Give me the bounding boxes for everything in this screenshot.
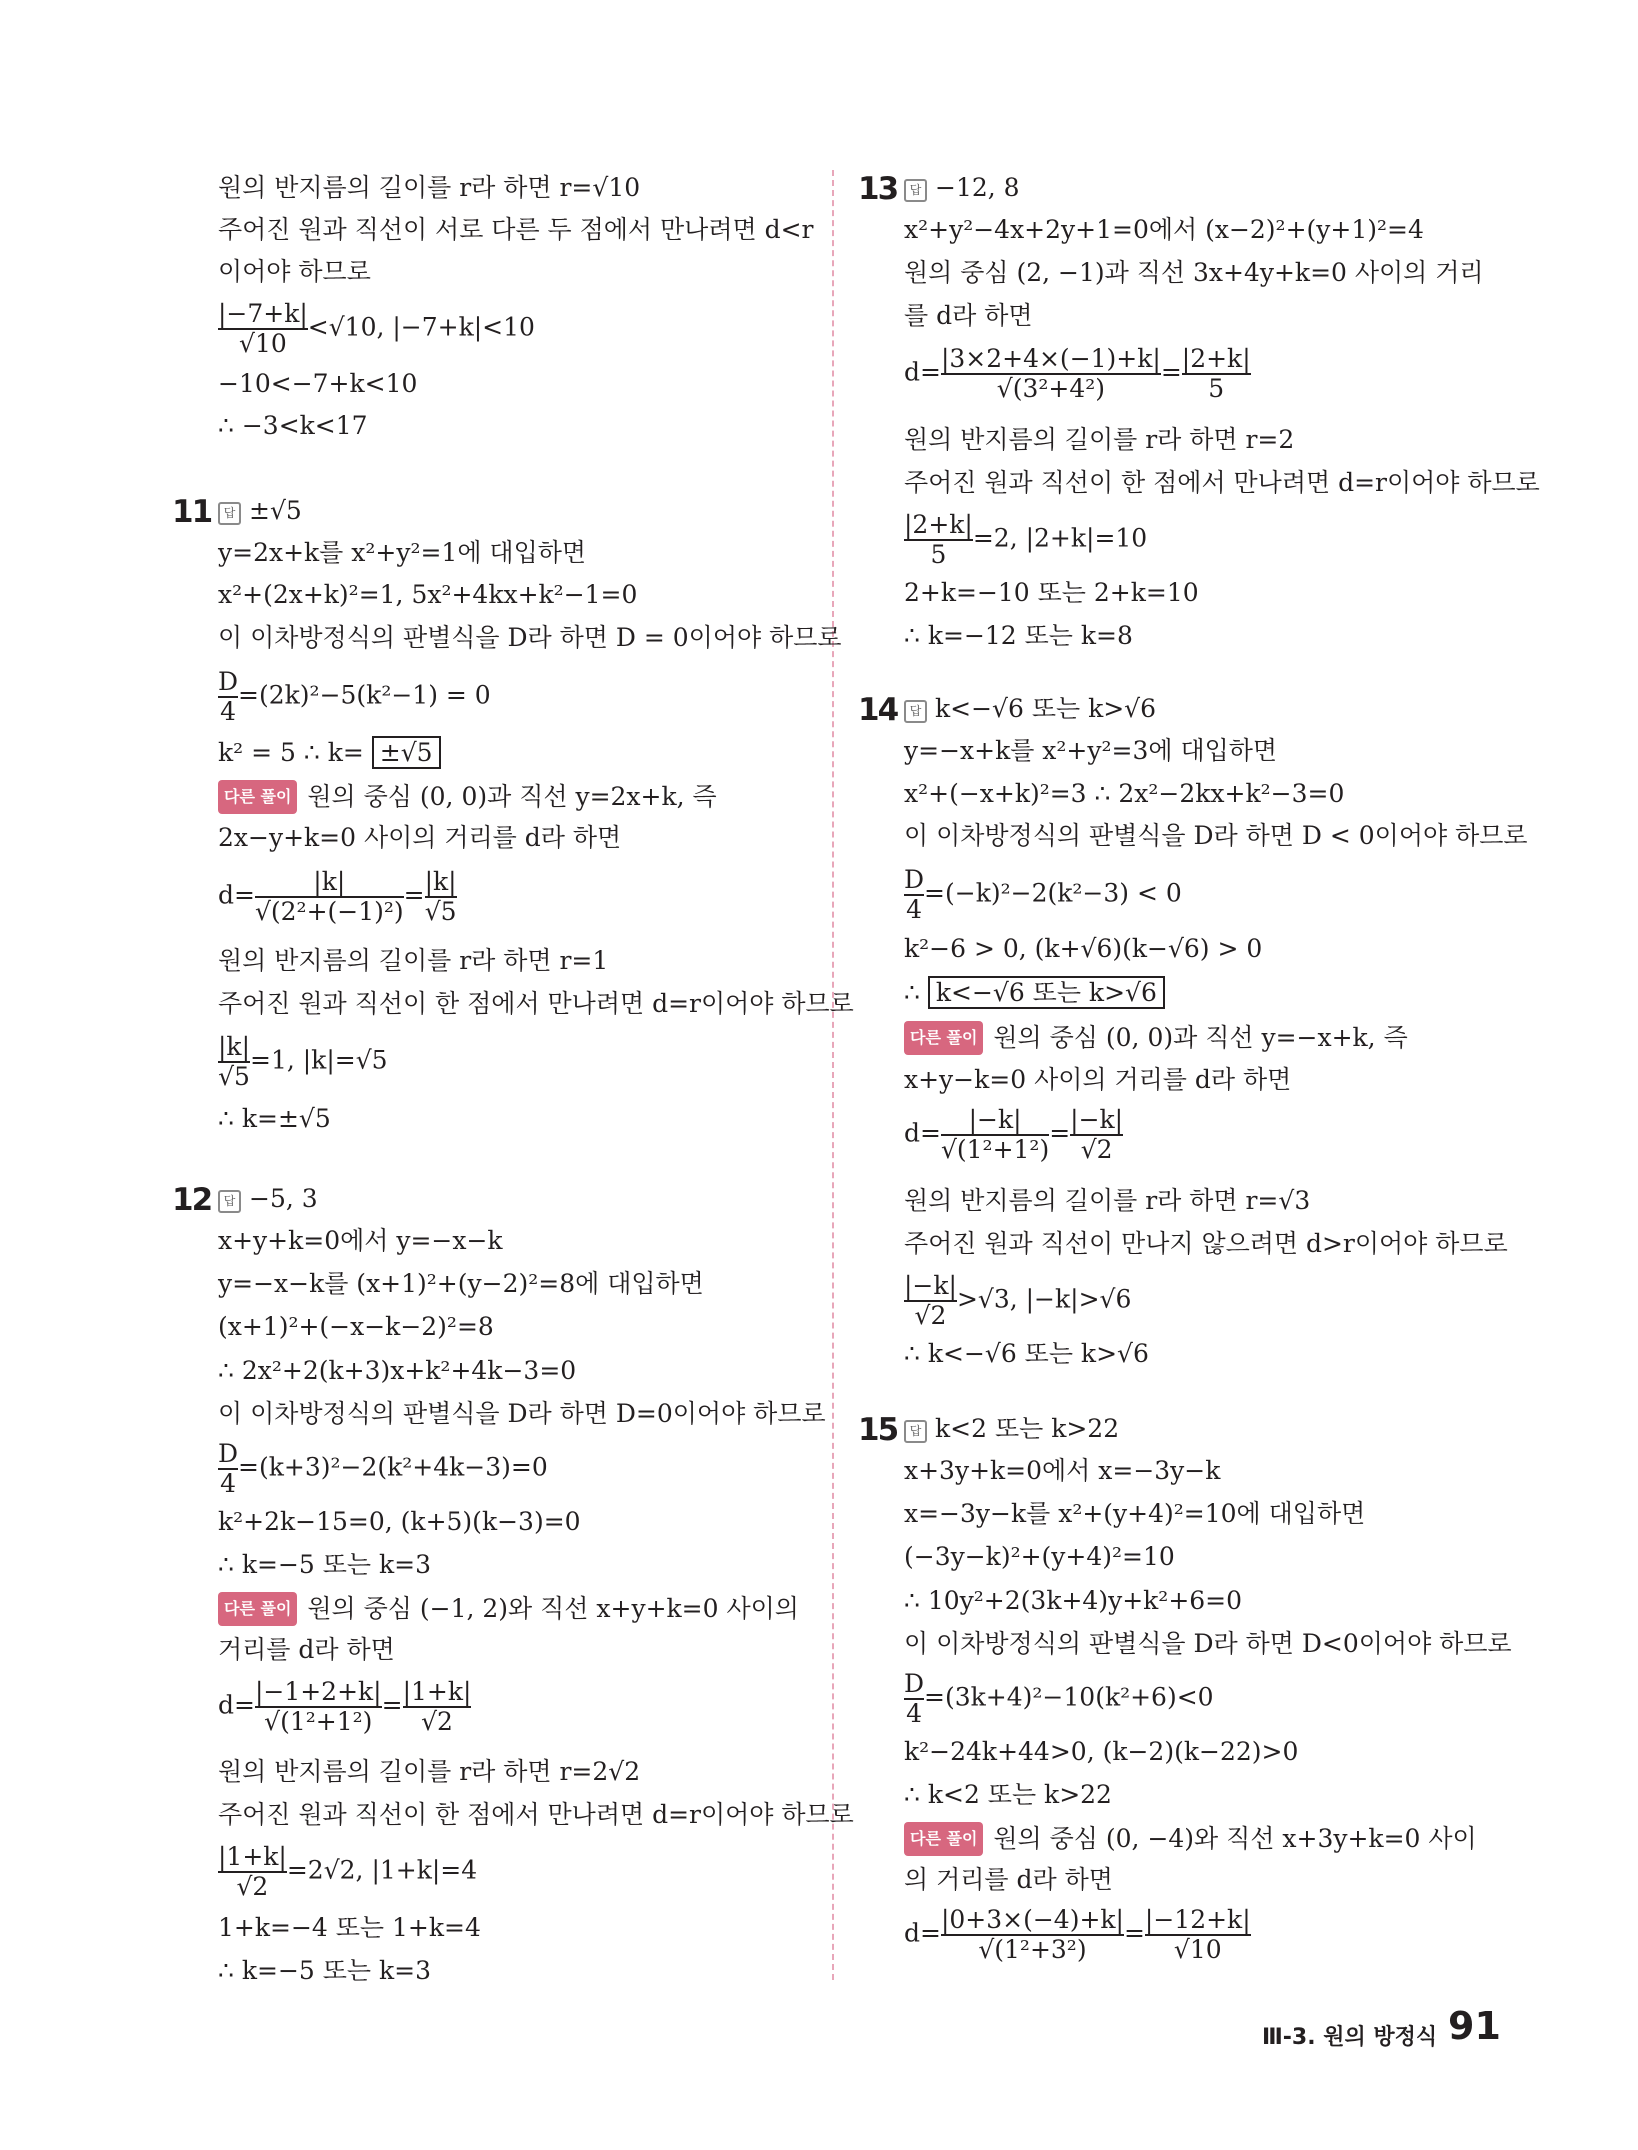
text-line: y=−x−k를 (x+1)²+(y−2)²=8에 대입하면 [218,1269,704,1298]
text-line: 주어진 원과 직선이 한 점에서 만나려면 d=r이어야 하므로 [218,989,854,1018]
text-line: ∴ 2x²+2(k+3)x+k²+4k−3=0 [218,1356,577,1385]
text-line: 주어진 원과 직선이 한 점에서 만나려면 d=r이어야 하므로 [218,1800,854,1829]
text-line: ∴ k<2 또는 k>22 [904,1780,1112,1809]
text-line: −10<−7+k<10 [218,369,418,398]
text-line: x+y−k=0 사이의 거리를 d라 하면 [904,1065,1292,1094]
text-line: 거리를 d라 하면 [218,1635,395,1664]
alt-solution-badge: 다른 풀이 [904,1822,983,1856]
problem-number: 11 [172,494,212,530]
boxed-answer: ±√5 [372,736,441,769]
text-line: x=−3y−k를 x²+(y+4)²=10에 대입하면 [904,1499,1366,1528]
problem-number: 15 [858,1412,898,1448]
text-line: 이 이차방정식의 판별식을 D라 하면 D < 0이어야 하므로 [904,821,1528,850]
alt-solution-badge: 다른 풀이 [904,1021,983,1055]
text-line: 1+k=−4 또는 1+k=4 [218,1913,481,1942]
fraction: $\frac{D}{4}$ =(−k)²−2(k²−3) < 0 [904,865,1182,924]
text-line: 주어진 원과 직선이 서로 다른 두 점에서 만나려면 d<r [218,215,814,244]
text-line: ∴ k<−√6 또는 k>√6 [904,977,1165,1009]
answer-line: 답 −12, 8 [904,172,1020,204]
problem-number: 14 [858,692,898,728]
fraction: $\frac{D}{4}$ =(2k)²−5(k²−1) = 0 [218,667,491,726]
text-line: x+y+k=0에서 y=−x−k [218,1226,503,1255]
text-line: 이어야 하므로 [218,257,371,286]
text-line: ∴ k=±√5 [218,1104,331,1133]
text-line: 다른 풀이 원의 중심 (0, −4)와 직선 x+3y+k=0 사이 [904,1822,1477,1856]
text-line: 다른 풀이 원의 중심 (0, 0)과 직선 y=−x+k, 즉 [904,1021,1408,1055]
problem-number: 12 [172,1182,212,1218]
text-line: 원의 중심 (2, −1)과 직선 3x+4y+k=0 사이의 거리 [904,258,1484,287]
fraction: $\frac{|k|}{√5}$ =1, |k|=√5 [218,1032,388,1091]
fraction: d= $\frac{|-k|}{\text{√(1²+1²)}}$ = $\frac{|-k|}{√2}$ [904,1105,1124,1164]
text-line: x+3y+k=0에서 x=−3y−k [904,1456,1221,1485]
text-line: y=−x+k를 x²+y²=3에 대입하면 [904,736,1278,765]
fraction: d= $\frac{|-1+2+k|}{\text{√(1²+1²)}}$ = $\frac{|1+k|}{√2}$ [218,1677,472,1736]
text-line: 원의 반지름의 길이를 r라 하면 r=√10 [218,173,641,202]
answer-line: 답 k<2 또는 k>22 [904,1413,1119,1445]
text-line: 다른 풀이 원의 중심 (0, 0)과 직선 y=2x+k, 즉 [218,780,717,814]
text-line: 이 이차방정식의 판별식을 D라 하면 D=0이어야 하므로 [218,1399,826,1428]
fraction: $\frac{|-7+k|}{√10}$ <√10, |−7+k|<10 [218,299,535,358]
text-line: (−3y−k)²+(y+4)²=10 [904,1542,1175,1571]
text-line: k² = 5 ∴ k= ±√5 [218,737,441,769]
text-line: ∴ k<−√6 또는 k>√6 [904,1339,1149,1368]
boxed-answer: k<−√6 또는 k>√6 [928,976,1165,1009]
problem-number: 13 [858,171,898,207]
fraction: $\frac{|1+k|}{√2}$ =2√2, |1+k|=4 [218,1842,478,1901]
text-line: 원의 반지름의 길이를 r라 하면 r=2√2 [218,1757,641,1786]
fraction: $\frac{|2+k|}{5}$ =2, |2+k|=10 [904,510,1148,569]
text-line: ∴ 10y²+2(3k+4)y+k²+6=0 [904,1586,1243,1615]
fraction: $\frac{|-k|}{√2}$ >√3, |−k|>√6 [904,1271,1132,1330]
alt-solution-badge: 다른 풀이 [218,780,297,814]
fraction: d= $\frac{|3\times 2+4\times(-1)+k|}{\text{√(3²+4²)}}$ = $\frac{|2+k|}{5}$ [904,344,1251,403]
text-line: 다른 풀이 원의 중심 (−1, 2)와 직선 x+y+k=0 사이의 [218,1592,799,1626]
text-line: 원의 반지름의 길이를 r라 하면 r=1 [218,946,609,975]
text-line: k²+2k−15=0, (k+5)(k−3)=0 [218,1507,581,1536]
answer-badge: 답 [218,1190,241,1213]
text-line: (x+1)²+(−x−k−2)²=8 [218,1312,494,1341]
text-line: y=2x+k를 x²+y²=1에 대입하면 [218,538,587,567]
answer-line: 답 ±√5 [218,495,302,527]
text-line: 원의 반지름의 길이를 r라 하면 r=2 [904,425,1295,454]
section-title: Ⅲ-3. 원의 방정식 [1262,2025,1438,2050]
text-line: k²−6 > 0, (k+√6)(k−√6) > 0 [904,934,1263,963]
text-line: 이 이차방정식의 판별식을 D라 하면 D = 0이어야 하므로 [218,623,842,652]
column-divider [832,170,834,1980]
answer-line: 답 −5, 3 [218,1183,318,1215]
fraction: $\frac{D}{4}$ =(3k+4)²−10(k²+6)<0 [904,1669,1214,1728]
text-line: 주어진 원과 직선이 만나지 않으려면 d>r이어야 하므로 [904,1229,1508,1258]
text-line: x²+(−x+k)²=3 ∴ 2x²−2kx+k²−3=0 [904,779,1345,808]
text-line: 원의 반지름의 길이를 r라 하면 r=√3 [904,1186,1311,1215]
text-line: k²−24k+44>0, (k−2)(k−22)>0 [904,1737,1299,1766]
text-line: ∴ −3<k<17 [218,411,368,440]
fraction: $\frac{D}{4}$ =(k+3)²−2(k²+4k−3)=0 [218,1439,548,1498]
text-line: ∴ k=−5 또는 k=3 [218,1956,431,1985]
text-line: x²+(2x+k)²=1, 5x²+4kx+k²−1=0 [218,580,638,609]
text-line: 의 거리를 d라 하면 [904,1865,1113,1894]
page-number: 91 [1448,2004,1501,2048]
text-line: ∴ k=−12 또는 k=8 [904,621,1133,650]
text-line: 이 이차방정식의 판별식을 D라 하면 D<0이어야 하므로 [904,1629,1512,1658]
alt-solution-badge: 다른 풀이 [218,1592,297,1626]
fraction: d= $\frac{|k|}{\text{√(2²+(−1)²)}}$ = $\frac{|k|}{√5}$ [218,867,457,926]
text-line: 2x−y+k=0 사이의 거리를 d라 하면 [218,823,622,852]
text-line: ∴ k=−5 또는 k=3 [218,1550,431,1579]
text-line: x²+y²−4x+2y+1=0에서 (x−2)²+(y+1)²=4 [904,215,1424,244]
answer-badge: 답 [218,502,241,525]
answer-badge: 답 [904,1420,927,1443]
text-line: 를 d라 하면 [904,301,1033,330]
answer-badge: 답 [904,700,927,723]
answer-badge: 답 [904,179,927,202]
fraction: d= $\frac{|0+3\times(-4)+k|}{\text{√(1²+3²)}}$ = $\frac{|-12+k|}{√10}$ [904,1905,1251,1964]
text-line: 주어진 원과 직선이 한 점에서 만나려면 d=r이어야 하므로 [904,468,1540,497]
text-line: 2+k=−10 또는 2+k=10 [904,578,1199,607]
answer-line: 답 k<−√6 또는 k>√6 [904,693,1156,725]
